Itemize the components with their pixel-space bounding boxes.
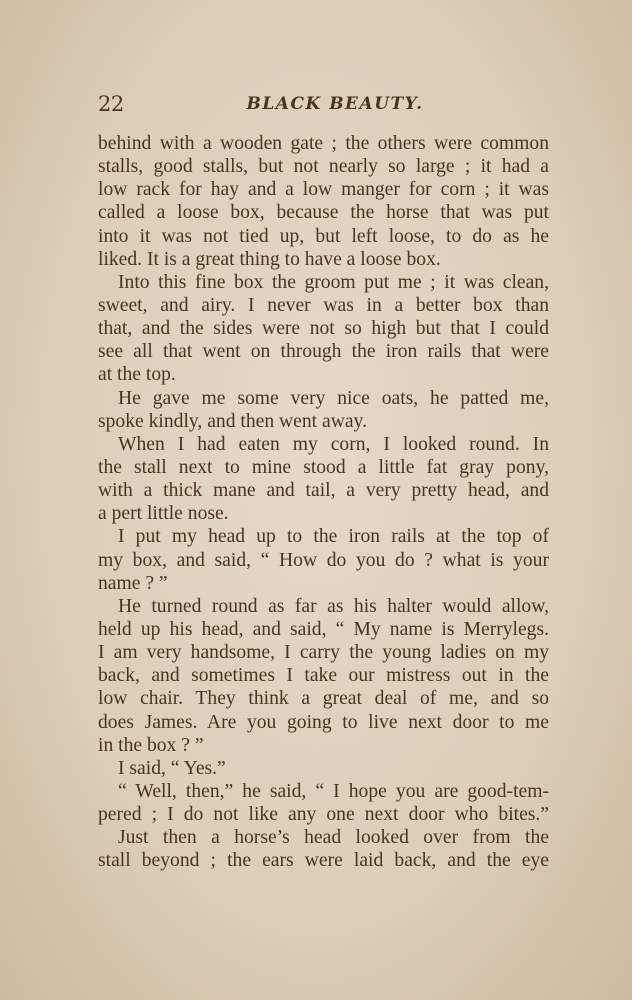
text-line: that, and the sides were not so high but that I could [98,318,549,340]
text-line: sweet, and airy. I never was in a better box than [98,294,549,316]
page-header [98,92,548,122]
text-line: called a loose box, because the horse that was put [98,202,549,224]
text-line: I put my head up to the iron rails at the top of [118,526,549,548]
text-line: stall beyond ; the ears were laid back, and the eye [98,850,549,872]
text-line: name ? ” [98,572,168,594]
text-line: “ Well, then,” he said, “ I hope you are good-tem- [118,780,549,802]
text-line: He turned round as far as his halter would allow, [118,595,549,617]
text-line: held up his head, and said, “ My name is Merrylegs. [98,618,549,640]
text-line: Just then a horse’s head looked over from the [118,827,549,849]
text-line: low chair. They think a great deal of me, and so [98,688,549,710]
text-line: spoke kindly, and then went away. [98,410,367,432]
text-line: When I had eaten my corn, I looked round. In [118,433,549,455]
text-line: into it was not tied up, but left loose, to do as he [98,225,549,247]
text-line: behind with a wooden gate ; the others were common [98,133,549,154]
text-line: the stall next to mine stood a little fat gray pony, [98,456,549,478]
text-line: see all that went on through the iron rails that were [98,341,549,363]
text-line: with a thick mane and tail, a very pretty head, and [98,480,549,502]
text-line: I am very handsome, I carry the young ladies on my [98,642,549,664]
text-line: low rack for hay and a low manger for corn ; it was [98,179,549,201]
text-line: a pert little nose. [98,503,229,525]
page-body-text [98,132,549,873]
text-line: back, and sometimes I take our mistress out in the [98,665,549,687]
text-line: He gave me some very nice oats, he patted me, [118,387,549,409]
text-line: at the top. [98,364,176,386]
page-number: 22 [98,92,124,116]
text-line: Into this fine box the groom put me ; it was clean, [118,271,549,293]
text-line: my box, and said, “ How do you do ? what is your [98,549,549,571]
text-line: pered ; I do not like any one next door who bites.” [98,804,549,826]
running-title: BLACK BEAUTY. [246,94,424,114]
text-line: liked. It is a great thing to have a loose box. [98,248,441,270]
text-line: I said, “ Yes.” [118,757,226,779]
text-line: does James. Are you going to live next door to me [98,711,549,733]
text-line: stalls, good stalls, but not nearly so large ; it had a [98,156,549,178]
text-line: in the box ? ” [98,734,204,756]
